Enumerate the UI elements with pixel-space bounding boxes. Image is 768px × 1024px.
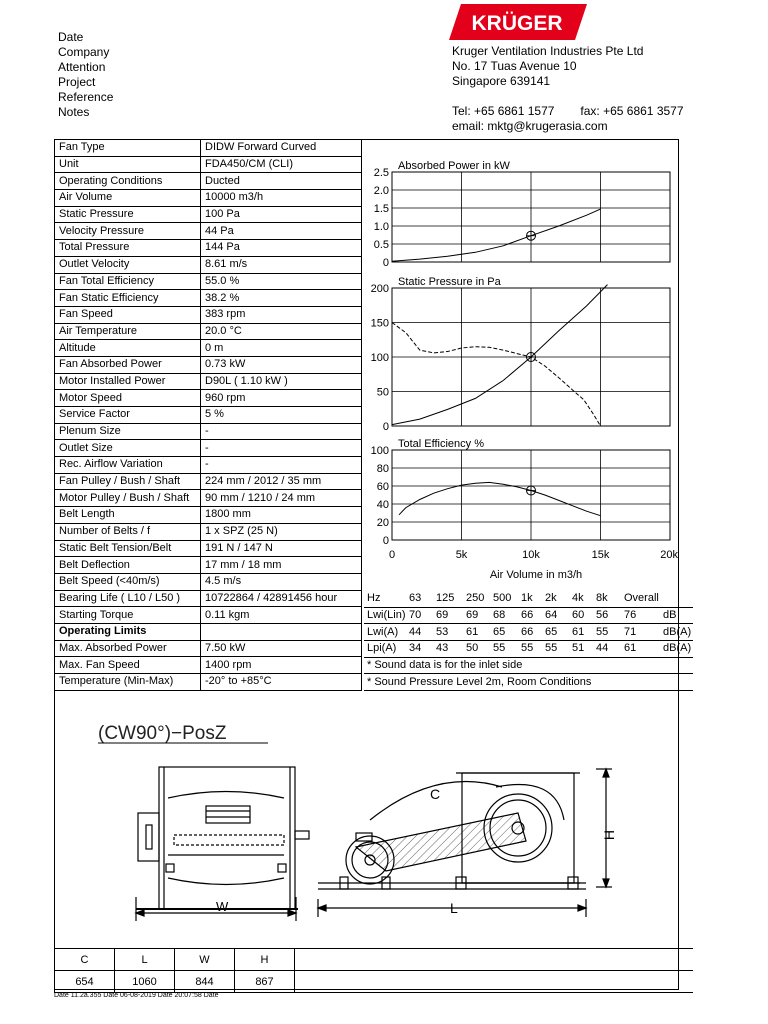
sound-cell: 250 <box>463 591 490 607</box>
spec-key: Fan Speed <box>55 306 201 323</box>
side-view <box>318 769 612 917</box>
spec-row <box>55 573 362 590</box>
spec-value: 1400 rpm <box>201 657 362 674</box>
spec-row <box>55 340 362 357</box>
dimensions-table <box>54 948 693 993</box>
label-notes: Notes <box>58 105 90 119</box>
spec-value: 191 N / 147 N <box>201 540 362 557</box>
sound-cell: 66 <box>518 624 542 641</box>
spec-value: 224 mm / 2012 / 35 mm <box>201 473 362 490</box>
company-address <box>452 44 684 134</box>
spec-key: Outlet Size <box>55 440 201 457</box>
spec-row <box>55 256 362 273</box>
dims-empty-cell <box>295 949 694 971</box>
spec-value: 144 Pa <box>201 240 362 257</box>
sound-cell: 500 <box>490 591 518 607</box>
spec-row <box>55 623 362 640</box>
spec-value: D90L ( 1.10 kW ) <box>201 373 362 390</box>
dim-header-w: W <box>175 949 235 971</box>
spec-row <box>55 523 362 540</box>
x-tick-label: 10k <box>522 549 540 561</box>
spec-key: Temperature (Min-Max) <box>55 674 201 691</box>
sound-cell: 61 <box>621 641 660 658</box>
sound-cell: 125 <box>433 591 463 607</box>
y-tick-label: 150 <box>370 317 389 330</box>
spec-row <box>55 223 362 240</box>
dims-header-row <box>55 949 694 971</box>
y-tick-label: 40 <box>376 499 389 511</box>
spec-row <box>55 323 362 340</box>
spec-key: Operating Conditions <box>55 173 201 190</box>
y-tick-label: 100 <box>370 445 389 457</box>
sound-row <box>364 641 693 658</box>
spec-key: Velocity Pressure <box>55 223 201 240</box>
kruger-logo <box>449 4 587 40</box>
spec-key: Bearing Life ( L10 / L50 ) <box>55 590 201 607</box>
spec-value: 100 Pa <box>201 206 362 223</box>
spec-row <box>55 373 362 390</box>
spec-key: Max. Fan Speed <box>55 657 201 674</box>
spec-key: Belt Length <box>55 507 201 524</box>
sound-cell: 55 <box>518 641 542 658</box>
spec-key: Motor Installed Power <box>55 373 201 390</box>
x-axis-label: Air Volume in m3/h <box>489 569 583 581</box>
spec-value: - <box>201 423 362 440</box>
spec-row <box>55 206 362 223</box>
performance-charts <box>360 140 678 590</box>
sound-cell: 65 <box>542 624 569 641</box>
spec-value: 1800 mm <box>201 507 362 524</box>
header-labels <box>58 30 113 120</box>
sound-cell: 50 <box>463 641 490 658</box>
y-tick-label: 2.5 <box>373 167 389 179</box>
spec-row <box>55 156 362 173</box>
spec-row <box>55 140 362 157</box>
sound-cell: 76 <box>621 607 660 624</box>
dim-value-h: 867 <box>235 971 295 993</box>
tel: Tel: +65 6861 1577 <box>452 104 555 118</box>
dim-l-label: L <box>450 900 458 916</box>
spec-key: Fan Pulley / Bush / Shaft <box>55 473 201 490</box>
sound-cell: 4k <box>569 591 593 607</box>
y-tick-label: 60 <box>376 481 389 493</box>
spec-value: 960 rpm <box>201 390 362 407</box>
spec-key: Operating Limits <box>55 623 201 640</box>
sound-cell: 1k <box>518 591 542 607</box>
spec-value: 4.5 m/s <box>201 573 362 590</box>
sound-cell: Lpi(A) <box>364 641 406 658</box>
sound-cell: 44 <box>593 641 621 658</box>
spec-key: Altitude <box>55 340 201 357</box>
spec-key: Fan Static Efficiency <box>55 290 201 307</box>
y-tick-label: 1.5 <box>373 203 389 215</box>
address-line-2: Singapore 639141 <box>452 74 551 88</box>
chart-title: Total Efficiency % <box>398 438 485 450</box>
x-tick-label: 15k <box>591 549 610 561</box>
spec-value: 383 rpm <box>201 306 362 323</box>
y-tick-label: 1.0 <box>373 221 389 233</box>
sound-cell: 69 <box>463 607 490 624</box>
dim-c-label: C <box>430 786 441 802</box>
spec-row <box>55 607 362 624</box>
sound-cell: dB(A) <box>660 641 693 658</box>
spec-row <box>55 440 362 457</box>
dim-value-w: 844 <box>175 971 235 993</box>
dim-header-c: C <box>55 949 115 971</box>
spec-row <box>55 407 362 424</box>
sound-cell: 2k <box>542 591 569 607</box>
x-tick-label: 5k <box>455 549 468 561</box>
series-line <box>399 482 601 515</box>
fan-drawing <box>56 695 678 945</box>
sound-note-row <box>364 674 693 691</box>
chart-title: Absorbed Power in kW <box>398 160 510 172</box>
y-tick-label: 80 <box>376 463 389 475</box>
spec-key: Starting Torque <box>55 607 201 624</box>
y-tick-label: 50 <box>376 386 389 399</box>
spec-row <box>55 190 362 207</box>
spec-row <box>55 557 362 574</box>
y-tick-label: 0.5 <box>373 239 389 251</box>
y-tick-label: 20 <box>376 517 389 529</box>
spec-key: Static Pressure <box>55 206 201 223</box>
dim-value-c: 654 <box>55 971 115 993</box>
spec-row <box>55 507 362 524</box>
sound-cell: Hz <box>364 591 406 607</box>
spec-value: - <box>201 440 362 457</box>
spec-value <box>201 623 362 640</box>
y-tick-label: 0 <box>382 535 389 547</box>
x-tick-label: 20k <box>660 549 678 561</box>
spec-row <box>55 490 362 507</box>
sound-cell: 51 <box>569 641 593 658</box>
spec-row <box>55 390 362 407</box>
dim-h-label: H <box>601 829 617 841</box>
spec-value: 44 Pa <box>201 223 362 240</box>
spec-row <box>55 240 362 257</box>
y-tick-label: 0 <box>382 421 389 433</box>
spec-row <box>55 674 362 691</box>
sound-cell: 60 <box>569 607 593 624</box>
spec-row <box>55 457 362 474</box>
fax: fax: +65 6861 3577 <box>580 104 684 118</box>
spec-value: 7.50 kW <box>201 640 362 657</box>
sound-cell: 64 <box>542 607 569 624</box>
spec-row <box>55 657 362 674</box>
sound-cell: 71 <box>621 624 660 641</box>
spec-key: Number of Belts / f <box>55 523 201 540</box>
spec-key: Static Belt Tension/Belt <box>55 540 201 557</box>
series-line <box>392 323 601 427</box>
sound-cell <box>660 591 693 607</box>
y-tick-label: 0 <box>382 257 389 269</box>
spec-value: 0.11 kgm <box>201 607 362 624</box>
spec-row <box>55 473 362 490</box>
dim-value-l: 1060 <box>115 971 175 993</box>
spec-value: 55.0 % <box>201 273 362 290</box>
y-tick-label: 200 <box>370 283 389 295</box>
contact-email: email: mktg@krugerasia.com <box>452 119 608 133</box>
spec-value: DIDW Forward Curved <box>201 140 362 157</box>
spec-value: FDA450/CM (CLI) <box>201 156 362 173</box>
spec-value: -20° to +85°C <box>201 674 362 691</box>
y-tick-label: 100 <box>370 352 389 364</box>
label-reference: Reference <box>58 90 114 104</box>
sound-cell: 43 <box>433 641 463 658</box>
sound-cell: Lwi(A) <box>364 624 406 641</box>
label-date: Date <box>58 30 84 44</box>
sound-cell: 70 <box>406 607 433 624</box>
spec-row <box>55 640 362 657</box>
sound-cell: 69 <box>433 607 463 624</box>
drawing-title: (CW90°)−PosZ <box>98 723 227 744</box>
sound-row <box>364 624 693 641</box>
spec-key: Max. Absorbed Power <box>55 640 201 657</box>
spec-row <box>55 273 362 290</box>
spec-key: Fan Absorbed Power <box>55 356 201 373</box>
sound-note: * Sound Pressure Level 2m, Room Conditions <box>364 674 693 691</box>
spec-value: 10722864 / 42891456 hour <box>201 590 362 607</box>
sound-cell: 61 <box>463 624 490 641</box>
spec-table <box>54 139 362 691</box>
sound-cell: 63 <box>406 591 433 607</box>
spec-value: 0.73 kW <box>201 356 362 373</box>
sound-header-row <box>364 591 693 607</box>
spec-value: 17 mm / 18 mm <box>201 557 362 574</box>
sound-cell: 66 <box>518 607 542 624</box>
dims-value-row <box>55 971 694 993</box>
sound-cell: dB(A) <box>660 624 693 641</box>
spec-value: 20.0 °C <box>201 323 362 340</box>
series-line <box>392 209 601 261</box>
series-line <box>392 285 608 425</box>
sound-cell: 55 <box>593 624 621 641</box>
spec-value: Ducted <box>201 173 362 190</box>
sound-cell: Overall <box>621 591 660 607</box>
sound-note-row <box>364 657 693 674</box>
spec-value: 10000 m3/h <box>201 190 362 207</box>
spec-value: 8.61 m/s <box>201 256 362 273</box>
sound-cell: 56 <box>593 607 621 624</box>
spec-key: Motor Speed <box>55 390 201 407</box>
dim-header-h: H <box>235 949 295 971</box>
spec-key: Air Temperature <box>55 323 201 340</box>
spec-value: 90 mm / 1210 / 24 mm <box>201 490 362 507</box>
spec-row <box>55 356 362 373</box>
dim-w-label: W <box>216 899 229 914</box>
sound-cell: 34 <box>406 641 433 658</box>
sound-cell: Lwi(Lin) <box>364 607 406 624</box>
label-project: Project <box>58 75 96 89</box>
dim-header-l: L <box>115 949 175 971</box>
address-line-1: No. 17 Tuas Avenue 10 <box>452 59 577 73</box>
y-tick-label: 2.0 <box>373 185 389 197</box>
spec-key: Belt Speed (<40m/s) <box>55 573 201 590</box>
spec-key: Plenum Size <box>55 423 201 440</box>
spec-row <box>55 423 362 440</box>
sound-cell: 8k <box>593 591 621 607</box>
dims-empty-cell <box>295 971 694 993</box>
sound-cell: 55 <box>542 641 569 658</box>
sound-cell: 65 <box>490 624 518 641</box>
x-tick-label: 0 <box>388 549 396 561</box>
spec-key: Motor Pulley / Bush / Shaft <box>55 490 201 507</box>
sound-row <box>364 607 693 624</box>
chart-title: Static Pressure in Pa <box>398 276 501 288</box>
spec-key: Outlet Velocity <box>55 256 201 273</box>
spec-row <box>55 306 362 323</box>
spec-key: Belt Deflection <box>55 557 201 574</box>
spec-key: Air Volume <box>55 190 201 207</box>
spec-key: Rec. Airflow Variation <box>55 457 201 474</box>
brand-name: KRÜGER <box>471 12 563 35</box>
spec-row <box>55 290 362 307</box>
sound-cell: 68 <box>490 607 518 624</box>
contact-phones <box>452 104 684 119</box>
spec-key: Total Pressure <box>55 240 201 257</box>
spec-row <box>55 540 362 557</box>
sound-table <box>364 591 693 691</box>
spec-key: Unit <box>55 156 201 173</box>
spec-key: Service Factor <box>55 407 201 424</box>
front-view <box>136 767 309 921</box>
spec-row <box>55 173 362 190</box>
label-attention: Attention <box>58 60 106 74</box>
sound-cell: 44 <box>406 624 433 641</box>
spec-value: - <box>201 457 362 474</box>
spec-key: Fan Type <box>55 140 201 157</box>
spec-value: 38.2 % <box>201 290 362 307</box>
spec-value: 5 % <box>201 407 362 424</box>
sound-cell: 53 <box>433 624 463 641</box>
sound-cell: dB <box>660 607 693 624</box>
spec-value: 1 x SPZ (25 N) <box>201 523 362 540</box>
footer-date: Date 11.2a.355 Date 06-08-2019 Date 20:07:58 Date <box>54 992 219 999</box>
spec-key: Fan Total Efficiency <box>55 273 201 290</box>
sound-cell: 61 <box>569 624 593 641</box>
label-company: Company <box>58 45 110 59</box>
spec-row <box>55 590 362 607</box>
sound-note: * Sound data is for the inlet side <box>364 657 693 674</box>
spec-value: 0 m <box>201 340 362 357</box>
sound-cell: 55 <box>490 641 518 658</box>
company-name: Kruger Ventilation Industries Pte Ltd <box>452 44 644 58</box>
